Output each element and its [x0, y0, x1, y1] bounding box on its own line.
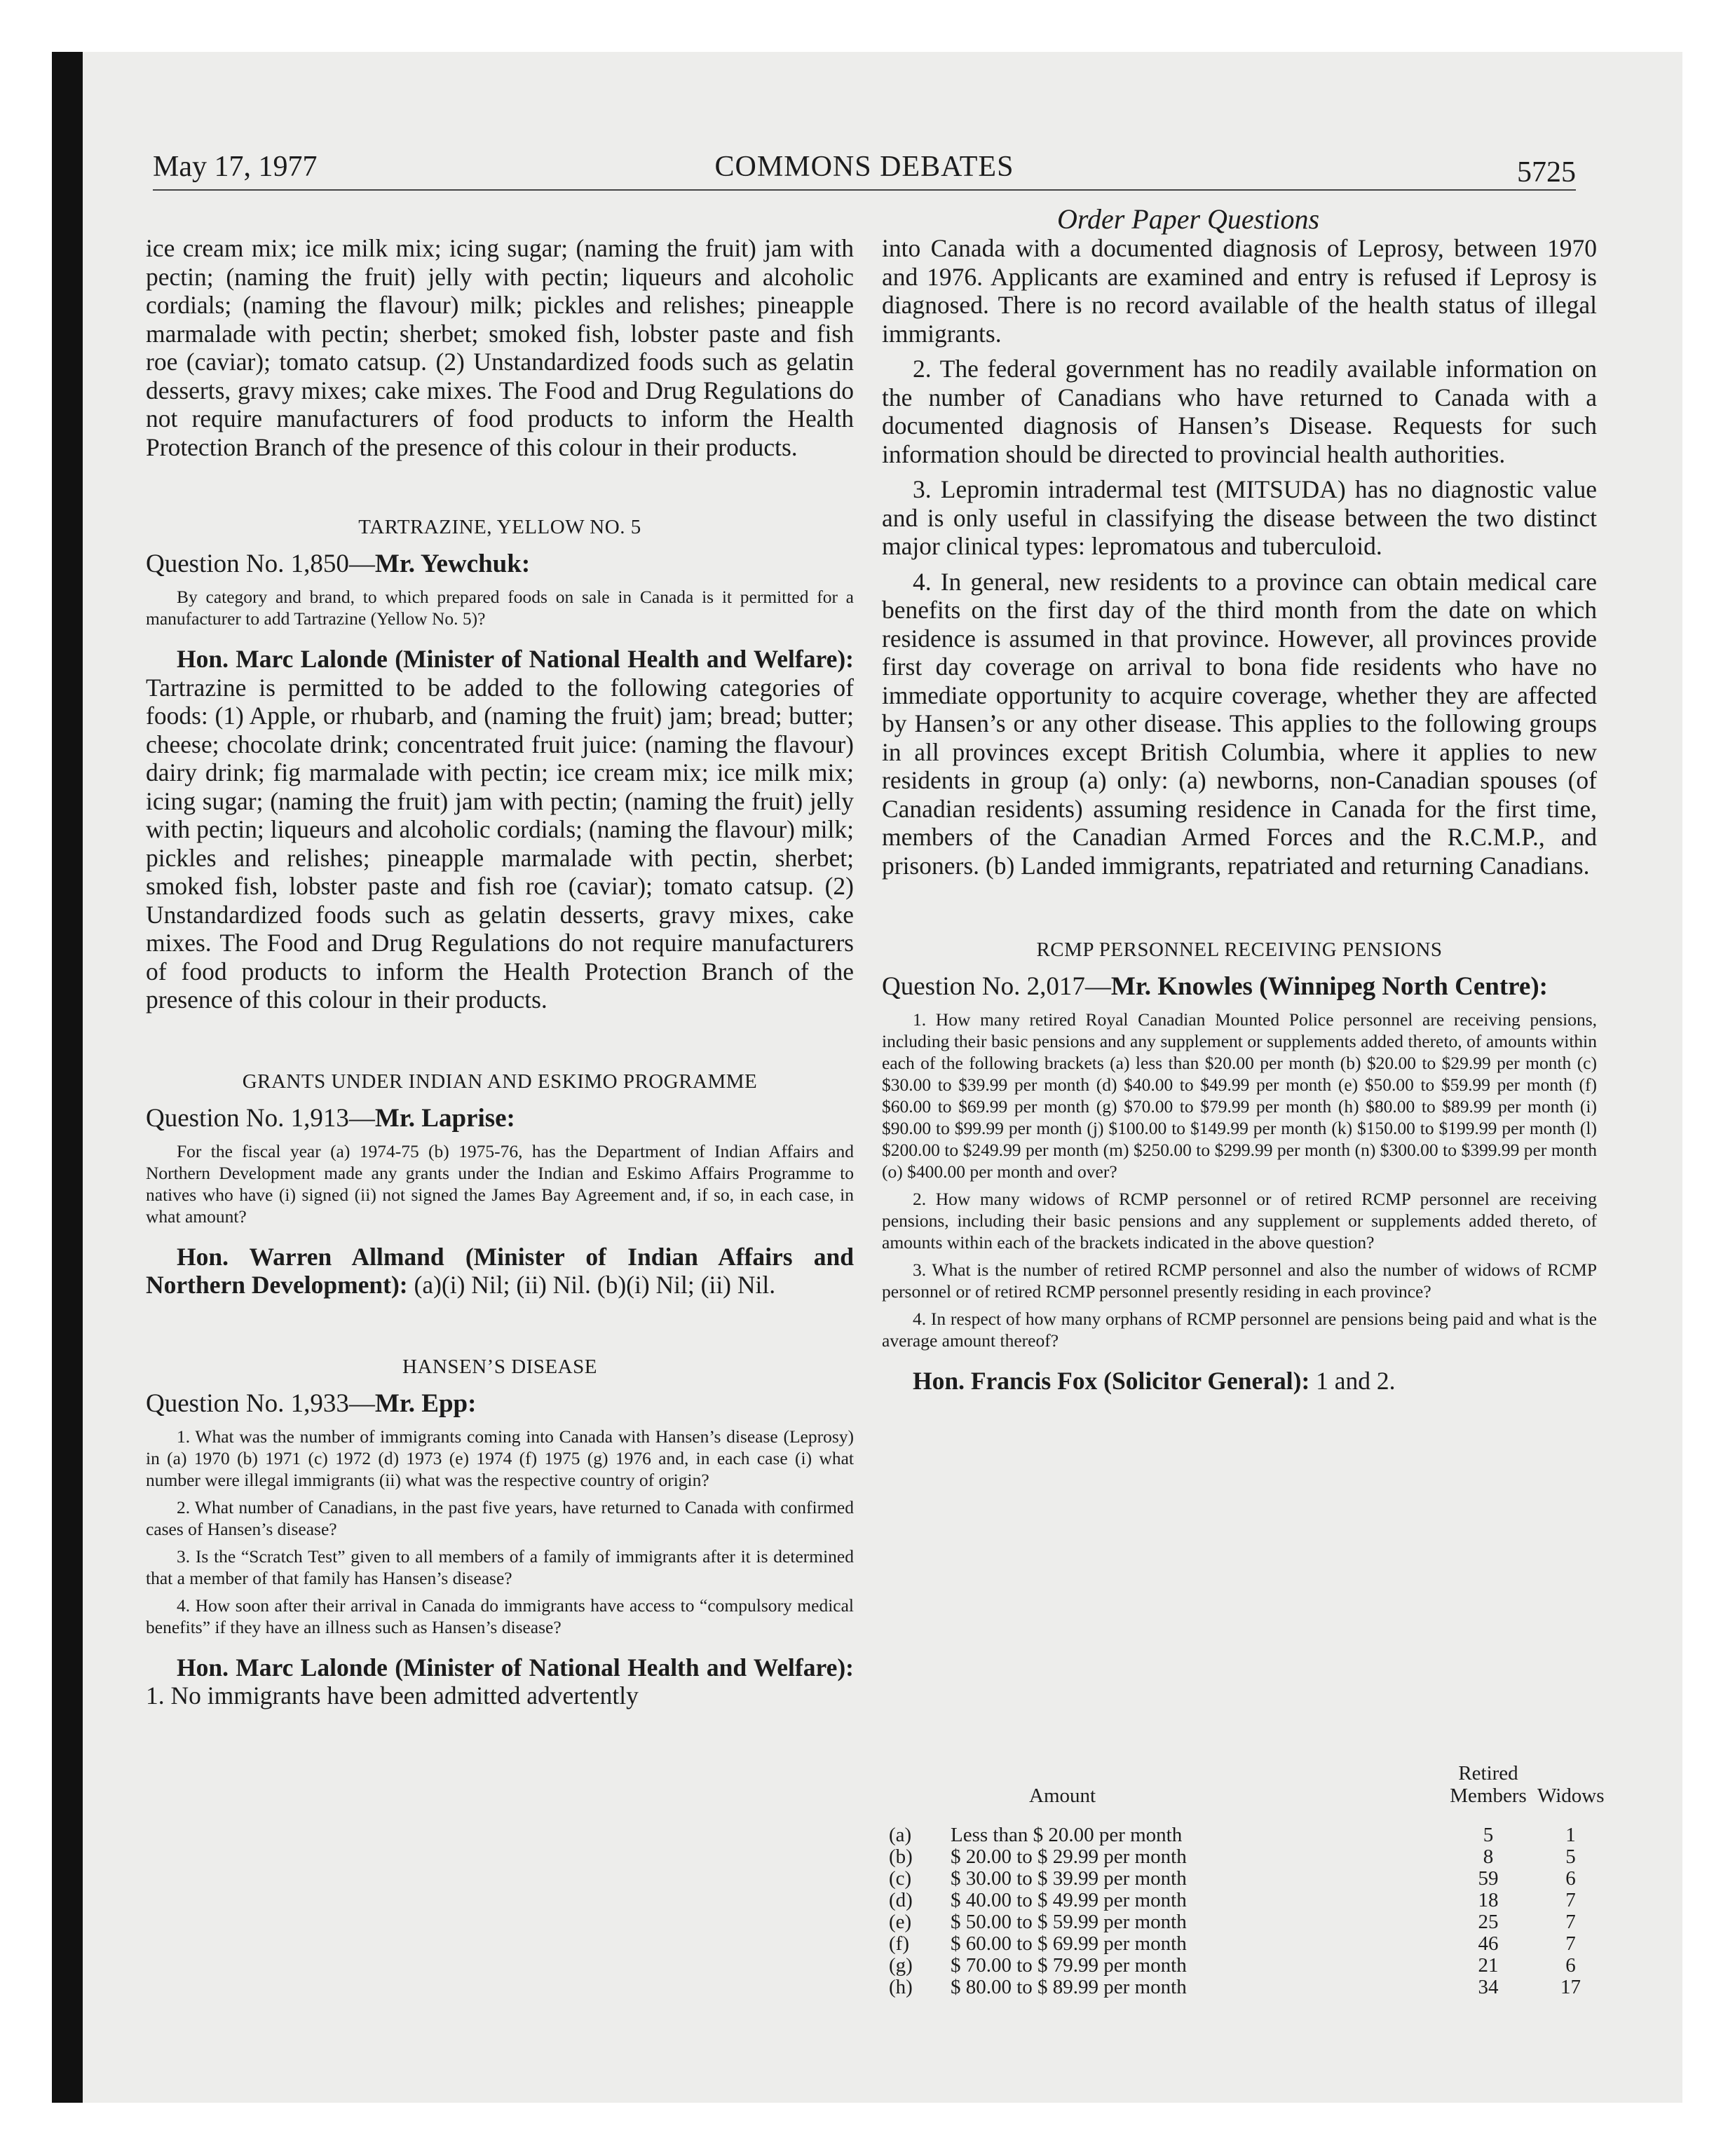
speaker: Hon. Warren Allmand (Minister of Indian Affairs and Northern Development):: [146, 1242, 854, 1299]
question-number-text: Question No. 1,850—: [146, 550, 375, 578]
row-retired-members: 46: [1478, 1932, 1499, 1955]
asker: Mr. Yewchuk:: [374, 550, 531, 578]
continued-paragraph: ice cream mix; ice milk mix; icing sugar; (naming the fruit) jam with pectin; (naming the fruit) jelly with pectin; liqueurs and alcoholic cordials; (naming the flavour) milk; pickles and relishes; pineapple marmalade with pectin; sherbet; smoked fish, lobster paste and fish roe (caviar); tomato catsup. (2) Unstandardized foods such as gelatin desserts, gravy mixes; cake mixes. The Food and Drug Regulations do not require manufacturers of food products to inform the Health Protection Branch of the presence of this colour in their products.: [146, 234, 854, 461]
page-header: [153, 150, 1576, 192]
continued-answer: into Canada with a documented diagnosis of Leprosy, between 1970 and 1976. Applicants are examined and entry is refused if Leprosy is diagnosed. There is no record available of the health status of illegal immigrants.: [882, 234, 1597, 348]
table-row: [889, 1845, 1597, 1867]
table-row: [889, 1867, 1597, 1889]
question-text: By category and brand, to which prepared foods on sale in Canada is it permitted for a manufacturer to add Tartrazine (Yellow No. 5)?: [146, 587, 854, 629]
row-widows: 6: [1565, 1954, 1576, 1977]
table-row: [889, 1954, 1597, 1976]
answer-paragraph: [146, 645, 854, 1014]
answer-text: (a)(i) Nil; (ii) Nil. (b)(i) Nil; (ii) Nil.: [407, 1271, 776, 1299]
answer-text: Tartrazine is permitted to be added to the following categories of foods: (1) Apple, or rhubarb, and (naming the fruit) jam; bread; butter; cheese; chocolate drink; concentrated fruit juice: (naming the flavour) dairy drink; fig marmalade with pectin; ice cream mix; ice milk mix; icing sugar; (naming the fruit) jam with pectin; (naming the fruit) jelly with pectin; liqueurs and alcoholic cordials; (naming the flavour) milk; pickles and relishes; pineapple marmalade with pectin, sherbet; smoked fish, lobster paste and fish roe (caviar); tomato catsup. (2) Unstandardized foods such as gelatin desserts, gravy mixes, cake mixes. The Food and Drug Regulations do not require manufacturers of food products to inform the Health Protection Branch of the presence of this colour in their products.: [146, 673, 854, 1014]
header-rule: [153, 189, 1576, 191]
row-retired-members: 8: [1483, 1845, 1494, 1868]
scan-edge-bar: [52, 52, 83, 2103]
question-item-2: 2. What number of Canadians, in the past five years, have returned to Canada with confirmed cases of Hansen’s disease?: [146, 1496, 854, 1539]
question-item-4: 4. In respect of how many orphans of RCMP personnel are pensions being paid and what is the average amount thereof?: [882, 1309, 1597, 1351]
question-number: [146, 549, 854, 579]
question-number-text: Question No. 1,913—: [146, 1103, 375, 1133]
row-amount: $ 70.00 to $ 79.99 per month: [951, 1954, 1187, 1977]
row-letter: (d): [889, 1889, 913, 1911]
header-page-number: 5725: [1517, 156, 1576, 189]
row-letter: (a): [889, 1824, 912, 1846]
header-title: COMMONS DEBATES: [714, 151, 1014, 183]
row-widows: 17: [1560, 1976, 1581, 1998]
section-heading-grants: GRANTS UNDER INDIAN AND ESKIMO PROGRAMME: [242, 1070, 758, 1093]
row-retired-members: 5: [1483, 1824, 1494, 1846]
asker: Mr. Laprise:: [374, 1103, 515, 1133]
row-widows: 1: [1565, 1824, 1576, 1846]
row-amount: $ 40.00 to $ 49.99 per month: [951, 1889, 1187, 1911]
answer-item-3: 3. Lepromin intradermal test (MITSUDA) has no diagnostic value and is only useful in classifying the disease between the two distinct major clinical types: lepromatous and tuberculoid.: [882, 475, 1597, 560]
running-head: Order Paper Questions: [1057, 203, 1320, 235]
row-widows: 5: [1565, 1845, 1576, 1868]
row-retired-members: 59: [1478, 1867, 1499, 1890]
table-row: [889, 1889, 1597, 1911]
question-item-2: 2. How many widows of RCMP personnel or of retired RCMP personnel are receiving pensions, including their basic pensions and any supplement or supplements added thereto, of amounts within each of the brackets indicated in the above question?: [882, 1189, 1597, 1253]
row-widows: 7: [1565, 1932, 1576, 1955]
row-widows: 6: [1565, 1867, 1576, 1890]
row-amount: $ 20.00 to $ 29.99 per month: [951, 1845, 1187, 1868]
question-item-3: 3. Is the “Scratch Test” given to all members of a family of immigrants after it is determined that a member of that family has Hansen’s disease?: [146, 1546, 854, 1588]
question-number: [146, 1103, 854, 1133]
speaker: Hon. Francis Fox (Solicitor General):: [913, 1367, 1310, 1395]
row-widows: 7: [1565, 1889, 1576, 1911]
scan-top-margin: [0, 0, 1735, 52]
row-letter: (c): [889, 1867, 912, 1890]
answer-text: 1. No immigrants have been admitted advertently: [146, 1681, 639, 1710]
left-column: [146, 234, 854, 1710]
row-letter: (g): [889, 1954, 913, 1977]
answer-paragraph: [146, 1653, 854, 1710]
table-row: [889, 1932, 1597, 1954]
asker: Mr. Epp:: [374, 1389, 477, 1418]
table-row: [889, 1911, 1597, 1932]
column-header-retired: Retired: [1458, 1762, 1518, 1785]
table-row: [889, 1824, 1597, 1845]
section-heading-tartrazine: TARTRAZINE, YELLOW NO. 5: [358, 516, 641, 538]
column-header-amount: Amount: [1029, 1785, 1096, 1807]
speaker: Hon. Marc Lalonde (Minister of National Health and Welfare):: [177, 1653, 854, 1681]
question-text: For the fiscal year (a) 1974-75 (b) 1975-76, has the Department of Indian Affairs and Northern Development made any grants under the Indian and Eskimo Affairs Programme to natives who have (i) signed (ii) not signed the James Bay Agreement and, if so, in each case, in what amount?: [146, 1140, 854, 1227]
answer-text: 1 and 2.: [1309, 1367, 1396, 1395]
row-retired-members: 34: [1478, 1976, 1499, 1998]
question-number-text: Question No. 1,933—: [146, 1389, 375, 1418]
row-letter: (f): [889, 1932, 909, 1955]
row-letter: (b): [889, 1845, 913, 1868]
row-letter: (h): [889, 1976, 913, 1998]
header-date: May 17, 1977: [153, 151, 318, 183]
row-letter: (e): [889, 1911, 912, 1933]
question-item-3: 3. What is the number of retired RCMP personnel and also the number of widows of RCMP personnel or of retired RCMP personnel presently residing in each province?: [882, 1260, 1597, 1302]
answer-paragraph: [146, 1243, 854, 1299]
row-amount: Less than $ 20.00 per month: [951, 1824, 1183, 1846]
right-column: [882, 234, 1597, 1396]
question-number: [882, 971, 1597, 1002]
section-heading-rcmp: RCMP PERSONNEL RECEIVING PENSIONS: [1036, 939, 1443, 961]
row-retired-members: 25: [1478, 1911, 1499, 1933]
question-item-4: 4. How soon after their arrival in Canada do immigrants have access to “compulsory medical benefits” if they have an illness such as Hansen’s disease?: [146, 1595, 854, 1637]
column-header-members: Members: [1450, 1785, 1527, 1807]
answer-item-2: 2. The federal government has no readily available information on the number of Canadians who have returned to Canada with a documented diagnosis of Hansen’s Disease. Requests for such information should be directed to provincial health authorities.: [882, 355, 1597, 468]
speaker: Hon. Marc Lalonde (Minister of National Health and Welfare):: [177, 645, 854, 673]
row-widows: 7: [1565, 1911, 1576, 1933]
row-amount: $ 50.00 to $ 59.99 per month: [951, 1911, 1187, 1933]
row-retired-members: 21: [1478, 1954, 1499, 1977]
question-item-1: 1. What was the number of immigrants coming into Canada with Hansen’s disease (Leprosy) in (a) 1970 (b) 1971 (c) 1972 (d) 1973 (e) 1974 (f) 1975 (g) 1976 and, in each case (i) what number were illegal immigrants (ii) what was the respective country of origin?: [146, 1426, 854, 1490]
question-item-1: 1. How many retired Royal Canadian Mounted Police personnel are receiving pensions, including their basic pensions and any supplement or supplements added thereto, of amounts within each of the following brackets (a) less than $20.00 per month (b) $20.00 to $29.99 per month (c) $30.00 to $39.99 per month (d) $40.00 to $49.99 per month (e) $50.00 to $59.99 per month (f) $60.00 to $69.99 per month (g) $70.00 to $79.99 per month (h) $80.00 to $89.99 per month (i) $90.00 to $99.99 per month (j) $100.00 to $149.99 per month (k) $150.00 to $199.99 per month (l) $200.00 to $249.99 per month (m) $250.00 to $299.99 per month (n) $300.00 to $399.99 per month (o) $400.00 per month and over?: [882, 1009, 1597, 1182]
row-amount: $ 80.00 to $ 89.99 per month: [951, 1976, 1187, 1998]
table-row: [889, 1976, 1597, 1998]
question-number-text: Question No. 2,017—: [882, 972, 1111, 1001]
document-page: [83, 52, 1682, 2103]
row-amount: $ 60.00 to $ 69.99 per month: [951, 1932, 1187, 1955]
section-heading-hansens: HANSEN’S DISEASE: [402, 1355, 597, 1378]
row-retired-members: 18: [1478, 1889, 1499, 1911]
asker: Mr. Knowles (Winnipeg North Centre):: [1110, 972, 1548, 1001]
row-amount: $ 30.00 to $ 39.99 per month: [951, 1867, 1187, 1890]
answer-paragraph: [882, 1367, 1597, 1396]
column-header-widows: Widows: [1537, 1785, 1605, 1807]
answer-item-4: 4. In general, new residents to a province can obtain medical care benefits on the first day of the third month from the date on which residence is assumed in that province. However, all provinces provide first day coverage on arrival to bona fide residents who have no immediate opportunity to acquire coverage, whether they are affected by Hansen’s or any other disease. This applies to the following groups in all provinces except British Columbia, where it applies to new residents in group (a) only: (a) newborns, non-Canadian spouses (of Canadian residents) assuming residence in Canada for the first time, members of the Canadian Armed Forces and the R.C.M.P., and prisoners. (b) Landed immigrants, repatriated and returning Canadians.: [882, 567, 1597, 880]
question-number: [146, 1389, 854, 1419]
